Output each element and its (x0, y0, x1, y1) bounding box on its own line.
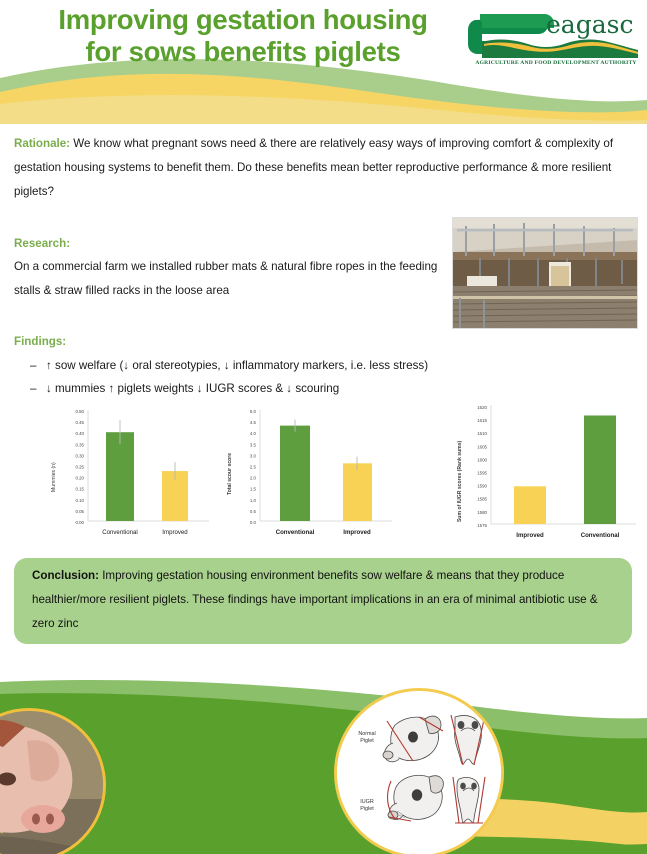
svg-text:4.0: 4.0 (249, 431, 256, 437)
bar-conventional (280, 426, 310, 521)
bar-improved (343, 463, 372, 521)
svg-text:1620: 1620 (477, 405, 487, 410)
chart-scour-ylabel: Total scour score (227, 452, 233, 495)
chart-mummies (44, 400, 214, 552)
chart-scour-cat-1: Improved (343, 529, 371, 536)
iugr-diagram-circle (334, 688, 504, 854)
teagasc-logo-subtitle: AGRICULTURE AND FOOD DEVELOPMENT AUTHORITY (475, 60, 637, 66)
svg-text:1615: 1615 (477, 418, 487, 424)
svg-text:0.30: 0.30 (75, 453, 84, 459)
svg-text:0.20: 0.20 (75, 475, 84, 481)
barn-interior-illustration (453, 218, 637, 328)
charts-row (0, 400, 647, 552)
findings-label: Findings: (14, 335, 67, 348)
page-title-line2: for sows benefits piglets (85, 36, 401, 68)
chart-iugr-ylabel: Sum of IUGR scores (Rank sums) (457, 440, 463, 522)
chart-iugr-cat-0: Improved (516, 532, 544, 539)
svg-text:0.35: 0.35 (75, 442, 84, 448)
svg-text:4.5: 4.5 (249, 420, 256, 426)
findings-heading (14, 330, 66, 354)
research-text: On a commercial farm we installed rubber mats & natural fibre ropes in the feeding stalls & straw filled racks in the loose area (14, 260, 438, 297)
rationale-label: Rationale: (14, 137, 71, 150)
chart-total-scour-score (218, 400, 396, 552)
svg-text:1.0: 1.0 (249, 497, 256, 503)
teagasc-logo (466, 8, 642, 76)
svg-text:0.50: 0.50 (75, 409, 84, 414)
rationale-text: We know what pregnant sows need & there are relatively easy ways of improving comfort & complexity of gestation housing systems to benefit them. Do these benefits mean better reproductive performance & more resilient piglets? (14, 137, 614, 198)
svg-text:0.05: 0.05 (75, 508, 84, 514)
svg-text:1580: 1580 (477, 509, 487, 515)
list-item (30, 378, 610, 401)
svg-text:1590: 1590 (477, 483, 487, 489)
svg-text:0.5: 0.5 (249, 508, 256, 514)
svg-text:1585: 1585 (477, 496, 487, 502)
svg-text:1595: 1595 (477, 470, 487, 476)
diagram-label-iugr-line2: Piglet (360, 806, 374, 812)
svg-text:5.0: 5.0 (249, 409, 256, 414)
poster-header (0, 0, 647, 124)
teagasc-logo-wordmark: eagasc (546, 10, 634, 39)
svg-text:1605: 1605 (477, 444, 487, 450)
rationale-paragraph (14, 132, 636, 203)
chart-scour-cat-0: Conventional (275, 529, 315, 536)
chart-mummies-cat-0: Conventional (102, 529, 138, 536)
svg-text:3.0: 3.0 (249, 453, 256, 459)
svg-text:0.00: 0.00 (75, 520, 84, 525)
findings-bullet-text: ↑ sow welfare (↓ oral stereotypies, ↓ inflammatory markers, i.e. less stress) (46, 359, 429, 372)
svg-text:0.10: 0.10 (75, 497, 84, 503)
svg-text:0.45: 0.45 (75, 420, 84, 426)
page-title (18, 4, 468, 69)
chart-mummies-cat-1: Improved (162, 529, 188, 536)
svg-text:1575: 1575 (477, 522, 487, 528)
svg-text:3.5: 3.5 (249, 442, 256, 448)
svg-text:2.0: 2.0 (249, 475, 256, 481)
diagram-label-iugr-line1: IUGR (360, 799, 374, 805)
conclusion-text: Improving gestation housing environment benefits sow welfare & means that they produce healthier/more resilient piglets. These findings have important implications in an era of minimal antibiotic use & zero zinc (32, 569, 598, 630)
diagram-label-normal-line1: Normal (358, 731, 376, 737)
svg-text:1610: 1610 (477, 431, 487, 437)
bullet-dash-icon: – (30, 359, 37, 372)
svg-text:1.5: 1.5 (249, 486, 256, 492)
chart-iugr-cat-1: Conventional (580, 532, 620, 539)
svg-text:0.40: 0.40 (75, 431, 84, 437)
findings-bullet-text: ↓ mummies ↑ piglets weights ↓ IUGR scores & ↓ scouring (46, 381, 340, 395)
conclusion-box (14, 558, 632, 644)
svg-text:1600: 1600 (477, 457, 487, 463)
page-title-line1: Improving gestation housing (58, 4, 428, 35)
bar-conventional (584, 416, 616, 525)
bar-conventional (106, 432, 134, 521)
conclusion-paragraph (32, 564, 622, 635)
iugr-piglet-head-diagram (337, 691, 501, 854)
bullet-dash-icon: – (30, 381, 37, 395)
diagram-label-normal-line2: Piglet (360, 738, 374, 744)
research-heading (14, 232, 70, 256)
svg-text:0.25: 0.25 (75, 464, 84, 470)
research-label: Research: (14, 237, 71, 250)
list-item (30, 355, 610, 378)
svg-text:0.0: 0.0 (249, 520, 256, 525)
chart-mummies-ylabel: Mummies (n) (51, 462, 57, 492)
conclusion-label: Conclusion: (32, 569, 99, 582)
svg-text:0.15: 0.15 (75, 486, 84, 492)
svg-text:2.5: 2.5 (249, 464, 256, 470)
chart-iugr-rank-sums (440, 400, 640, 552)
findings-list (30, 355, 610, 400)
gestation-housing-photo (452, 217, 638, 329)
bar-improved (514, 486, 546, 524)
